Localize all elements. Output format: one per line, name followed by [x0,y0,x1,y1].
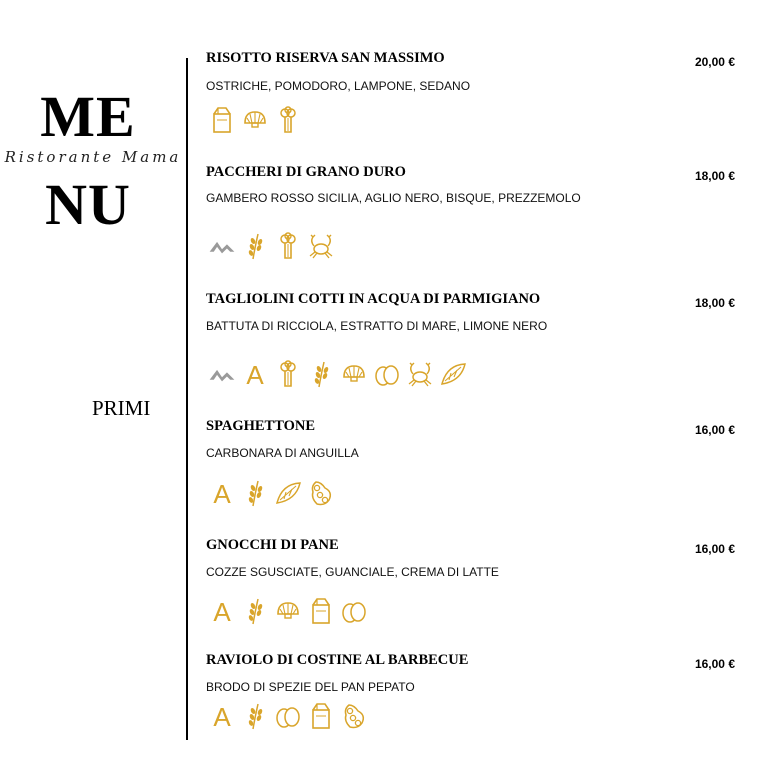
dish-description: OSTRICHE, POMODORO, LAMPONE, SEDANO [206,79,471,93]
dish-price: 16,00 € [694,423,735,437]
restaurant-name: Ristorante Mama [4,148,182,166]
nuts-icon [208,478,236,508]
fish-icon [274,478,302,508]
gluten-icon [307,359,335,389]
mollusc-icon [340,359,368,389]
gluten-icon [241,478,269,508]
dish-description: CARBONARA DI ANGUILLA [206,446,359,460]
dish-price: 16,00 € [694,657,735,671]
fish-icon [439,359,467,389]
nuts-icon [208,701,236,731]
svg-text:A: A [246,360,264,389]
dish-name: SPAGHETTONE [206,418,316,434]
svg-text:A: A [213,479,231,508]
milk-icon [208,105,236,135]
dish-price: 16,00 € [694,542,735,556]
dish-description: COZZE SGUSCIATE, GUANCIALE, CREMA DI LATTE [206,565,499,579]
gluten-icon [241,596,269,626]
dish-name: PACCHERI DI GRANO DURO [206,164,406,180]
sulphite-icon [208,231,236,261]
dish-description: BATTUTA DI RICCIOLA, ESTRATTO DI MARE, LIMONE NERO [206,319,548,333]
celery-icon [274,105,302,135]
celery-icon [274,359,302,389]
dish-name: RAVIOLO DI COSTINE AL BARBECUE [206,652,469,668]
svg-text:A: A [213,702,231,731]
soy-icon [340,701,368,731]
dish-name: RISOTTO RISERVA SAN MASSIMO [206,50,445,66]
allergen-icons [208,357,467,391]
dish-name: GNOCCHI DI PANE [206,537,339,553]
mollusc-icon [274,596,302,626]
dish-name: TAGLIOLINI COTTI IN ACQUA DI PARMIGIANO [206,291,541,307]
milk-icon [307,701,335,731]
nuts-icon [241,359,269,389]
gluten-icon [241,701,269,731]
menu-header-panel [0,0,186,760]
crustacean-icon [307,231,335,261]
milk-icon [307,596,335,626]
dish-price: 20,00 € [694,55,735,69]
allergen-icons [208,103,302,137]
gluten-icon [241,231,269,261]
divider-line [186,58,188,740]
menu-title-top: ME [40,84,136,149]
egg-icon [373,359,401,389]
soy-icon [307,478,335,508]
dish-price: 18,00 € [694,296,735,310]
egg-icon [340,596,368,626]
crustacean-icon [406,359,434,389]
dish-description: BRODO DI SPEZIE DEL PAN PEPATO [206,680,415,694]
allergen-icons [208,476,335,510]
dish-description: GAMBERO ROSSO SICILIA, AGLIO NERO, BISQUE, PREZZEMOLO [206,191,581,205]
allergen-icons [208,699,368,733]
dish-price: 18,00 € [694,169,735,183]
celery-icon [274,231,302,261]
menu-title-bottom: NU [45,172,131,237]
allergen-icons [208,229,335,263]
svg-text:A: A [213,597,231,626]
section-label: PRIMI [92,396,151,420]
sulphite-icon [208,359,236,389]
nuts-icon [208,596,236,626]
allergen-icons [208,594,368,628]
egg-icon [274,701,302,731]
mollusc-icon [241,105,269,135]
